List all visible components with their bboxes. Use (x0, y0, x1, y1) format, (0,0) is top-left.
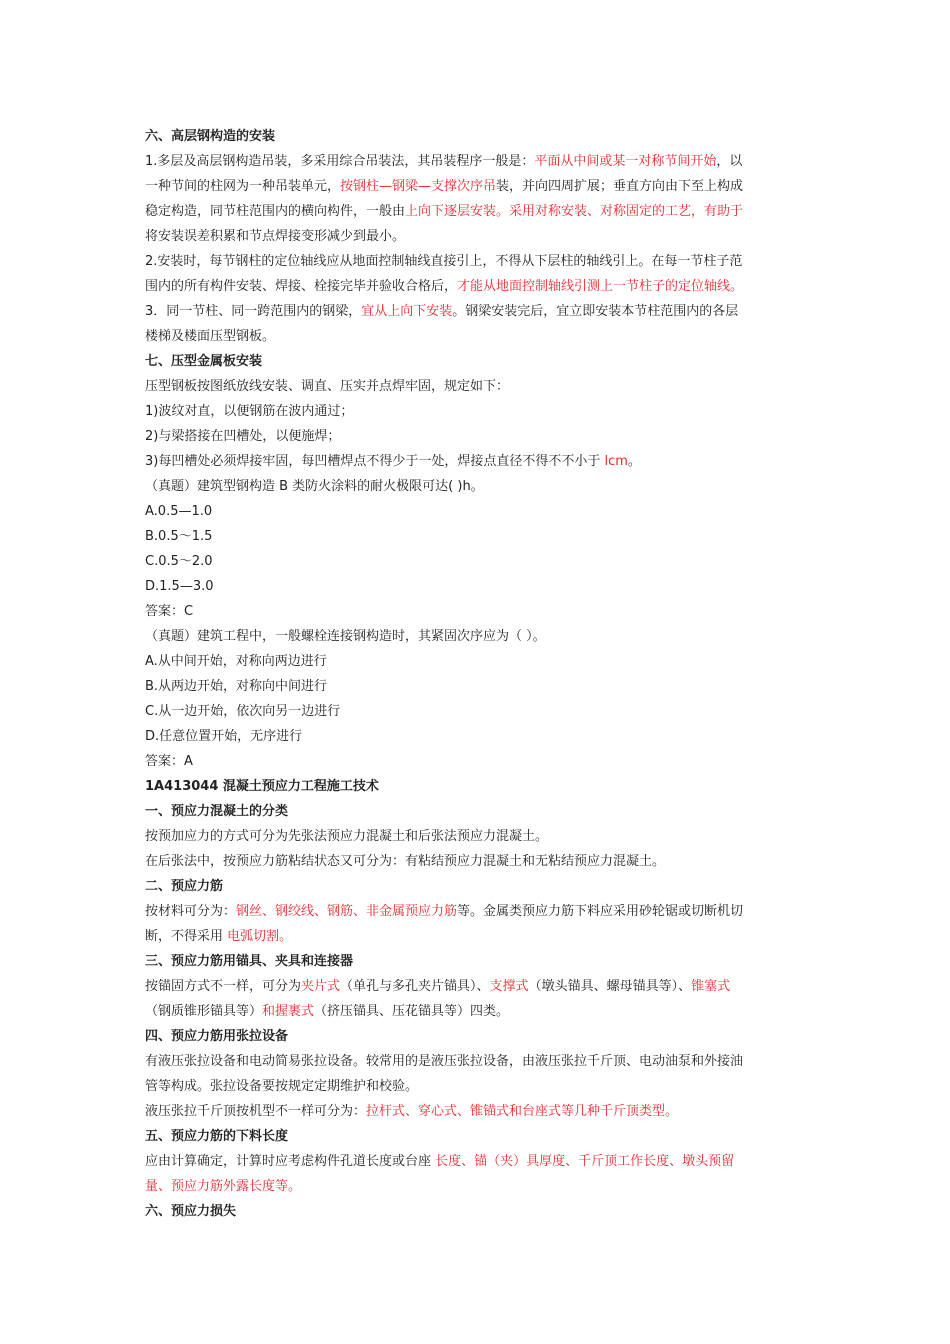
highlighted-text: 才能从地面控制轴线引测上一节柱子的定位轴线。 (457, 279, 744, 294)
text-segment: 答案：C (145, 604, 194, 619)
text-segment: 一种节间的柱网为一种吊装单元， (145, 179, 341, 194)
text-segment: 有液压张拉设备和电动简易张拉设备。较常用的是液压张拉设备，由液压张拉千斤顶、电动油泵和外接油 (145, 1054, 744, 1069)
text-segment: 压型钢板按图纸放线安装、调直、压实并点焊牢固，规定如下： (145, 379, 510, 394)
text-segment: 3．同一节柱、同一跨范围内的钢梁， (145, 304, 362, 319)
text-segment: （真题）建筑工程中，一般螺栓连接钢构造时，其紧固次序应为（ ）。 (145, 629, 546, 644)
text-line (145, 1149, 810, 1174)
text-line (145, 1099, 810, 1124)
text-segment: 六、预应力损失 (145, 1204, 237, 1219)
text-segment: 液压张拉千斤顶按机型不一样可分为： (145, 1104, 367, 1119)
text-line (145, 1074, 810, 1099)
text-line (145, 574, 810, 599)
text-line (145, 299, 810, 324)
text-line (145, 499, 810, 524)
text-line (145, 149, 810, 174)
text-segment: （真题）建筑型钢构造 B 类防火涂料的耐火极限可达( )h。 (145, 479, 484, 494)
highlighted-text: 电弧切割。 (227, 929, 293, 944)
text-line (145, 449, 810, 474)
text-segment: 稳定构造，同节柱范围内的横向构件，一般由 (145, 204, 406, 219)
text-line (145, 599, 810, 624)
text-line (145, 624, 810, 649)
text-segment: 。钢梁安装完后，宜立即安装本节柱范围内的各层 (452, 304, 739, 319)
highlighted-text: 量、预应力筋外露长度等。 (145, 1179, 302, 1194)
text-segment: 管等构成。张拉设备要按规定定期维护和校验。 (145, 1079, 419, 1094)
highlighted-text: 夹片式 (301, 979, 341, 994)
text-segment: 楼梯及楼面压型钢板。 (145, 329, 276, 344)
text-line (145, 724, 810, 749)
text-line (145, 649, 810, 674)
text-line (145, 974, 810, 999)
text-segment: D.1.5—3.0 (145, 579, 214, 594)
text-segment: 围内的所有构件安装、焊接、栓接完毕并验收合格后， (145, 279, 458, 294)
section-heading (145, 124, 810, 149)
text-segment: 。 (627, 454, 641, 469)
text-segment: 2.安装时，每节钢柱的定位轴线应从地面控制轴线直接引上，不得从下层柱的轴线引上。在每一节柱子范 (145, 254, 743, 269)
text-line (145, 1174, 810, 1199)
section-heading (145, 1124, 810, 1149)
text-line (145, 674, 810, 699)
highlighted-text: 支撑式 (489, 979, 529, 994)
text-segment: （墩头锚具、螺母锚具等）、 (528, 979, 692, 994)
text-line (145, 524, 810, 549)
text-segment: 按预加应力的方式可分为先张法预应力混凝土和后张法预应力混凝土。 (145, 829, 549, 844)
highlighted-text: 宜从上向下安装 (361, 304, 453, 319)
text-segment: 在后张法中，按预应力筋粘结状态又可分为：有粘结预应力混凝土和无粘结预应力混凝土。 (145, 854, 666, 869)
text-line (145, 824, 810, 849)
section-heading (145, 1024, 810, 1049)
text-line (145, 249, 810, 274)
text-line (145, 174, 810, 199)
text-segment: 断，不得采用 (145, 929, 228, 944)
highlighted-text: 锥塞式 (691, 979, 731, 994)
document-page (145, 124, 810, 1224)
text-segment: 六、高层钢构造的安装 (145, 129, 276, 144)
text-segment: 装，并向四周扩展；垂直方向由下至上构成 (496, 179, 744, 194)
text-line (145, 899, 810, 924)
text-segment: B.0.5～1.5 (145, 529, 213, 544)
text-segment: （挤压锚具、压花锚具等）四类。 (314, 1004, 510, 1019)
text-line (145, 474, 810, 499)
text-segment: （单孔与多孔夹片锚具）、 (340, 979, 490, 994)
highlighted-text: 拉杆式、穿心式、锥锚式和台座式等几种千斤顶类型。 (366, 1104, 679, 1119)
text-segment: 答案：A (145, 754, 193, 769)
section-heading (145, 774, 810, 799)
text-line (145, 224, 810, 249)
text-line (145, 749, 810, 774)
text-line (145, 699, 810, 724)
text-segment: 1)波纹对直，以便钢筋在波内通过； (145, 404, 354, 419)
section-heading (145, 949, 810, 974)
text-line (145, 424, 810, 449)
text-segment: 2)与梁搭接在凹槽处，以便施焊； (145, 429, 341, 444)
text-segment: （钢质锥形锚具等） (145, 1004, 263, 1019)
text-line (145, 924, 810, 949)
text-segment: 二、预应力筋 (145, 879, 224, 894)
text-segment: 等。金属类预应力筋下料应采用砂轮锯或切断机切 (457, 904, 744, 919)
text-segment: 1.多层及高层钢构造吊装，多采用综合吊装法，其吊装程序一般是： (145, 154, 535, 169)
text-segment: A.从中间开始，对称向两边进行 (145, 654, 327, 669)
text-segment: C.0.5～2.0 (145, 554, 213, 569)
highlighted-text: 长度、锚（夹）具厚度、千斤顶工作长度、墩头预留 (435, 1154, 735, 1169)
text-segment: 七、压型金属板安装 (145, 354, 263, 369)
text-line (145, 324, 810, 349)
section-heading (145, 874, 810, 899)
text-line (145, 849, 810, 874)
text-line (145, 199, 810, 224)
section-heading (145, 799, 810, 824)
highlighted-text: 钢丝、钢绞线、钢筋、非金属预应力筋 (236, 904, 458, 919)
text-line (145, 1049, 810, 1074)
text-line (145, 549, 810, 574)
text-line (145, 999, 810, 1024)
section-heading (145, 1199, 810, 1224)
text-segment: 按锚固方式不一样，可分为 (145, 979, 302, 994)
highlighted-text: 平面从中间或某一对称节间开始 (534, 154, 717, 169)
highlighted-text: lcm (604, 454, 628, 469)
text-segment: C.从一边开始，依次向另一边进行 (145, 704, 341, 719)
text-segment: 应由计算确定，计算时应考虑构件孔道长度或台座 (145, 1154, 436, 1169)
text-segment: 1A413044 混凝土预应力工程施工技术 (145, 779, 379, 794)
text-segment: 按材料可分为： (145, 904, 237, 919)
text-segment: A.0.5—1.0 (145, 504, 213, 519)
text-segment: D.任意位置开始，无序进行 (145, 729, 303, 744)
highlighted-text: 上向下逐层安装。采用对称安装、对称固定的工艺，有助于 (405, 204, 744, 219)
highlighted-text: 按钢柱—钢梁—支撑次序吊 (340, 179, 497, 194)
text-segment: 三、预应力筋用锚具、夹具和连接器 (145, 954, 354, 969)
text-segment: B.从两边开始，对称向中间进行 (145, 679, 328, 694)
text-segment: ，以 (716, 154, 743, 169)
text-segment: 四、预应力筋用张拉设备 (145, 1029, 289, 1044)
text-line (145, 274, 810, 299)
highlighted-text: 和握裹式 (262, 1004, 315, 1019)
text-segment: 将安装误差积累和节点焊接变形减少到最小。 (145, 229, 406, 244)
section-heading (145, 349, 810, 374)
text-segment: 五、预应力筋的下料长度 (145, 1129, 289, 1144)
text-segment: 一、预应力混凝土的分类 (145, 804, 289, 819)
text-segment: 3)每凹槽处必须焊接牢固，每凹槽焊点不得少于一处，焊接点直径不得不不小于 (145, 454, 605, 469)
text-line (145, 374, 810, 399)
text-line (145, 399, 810, 424)
